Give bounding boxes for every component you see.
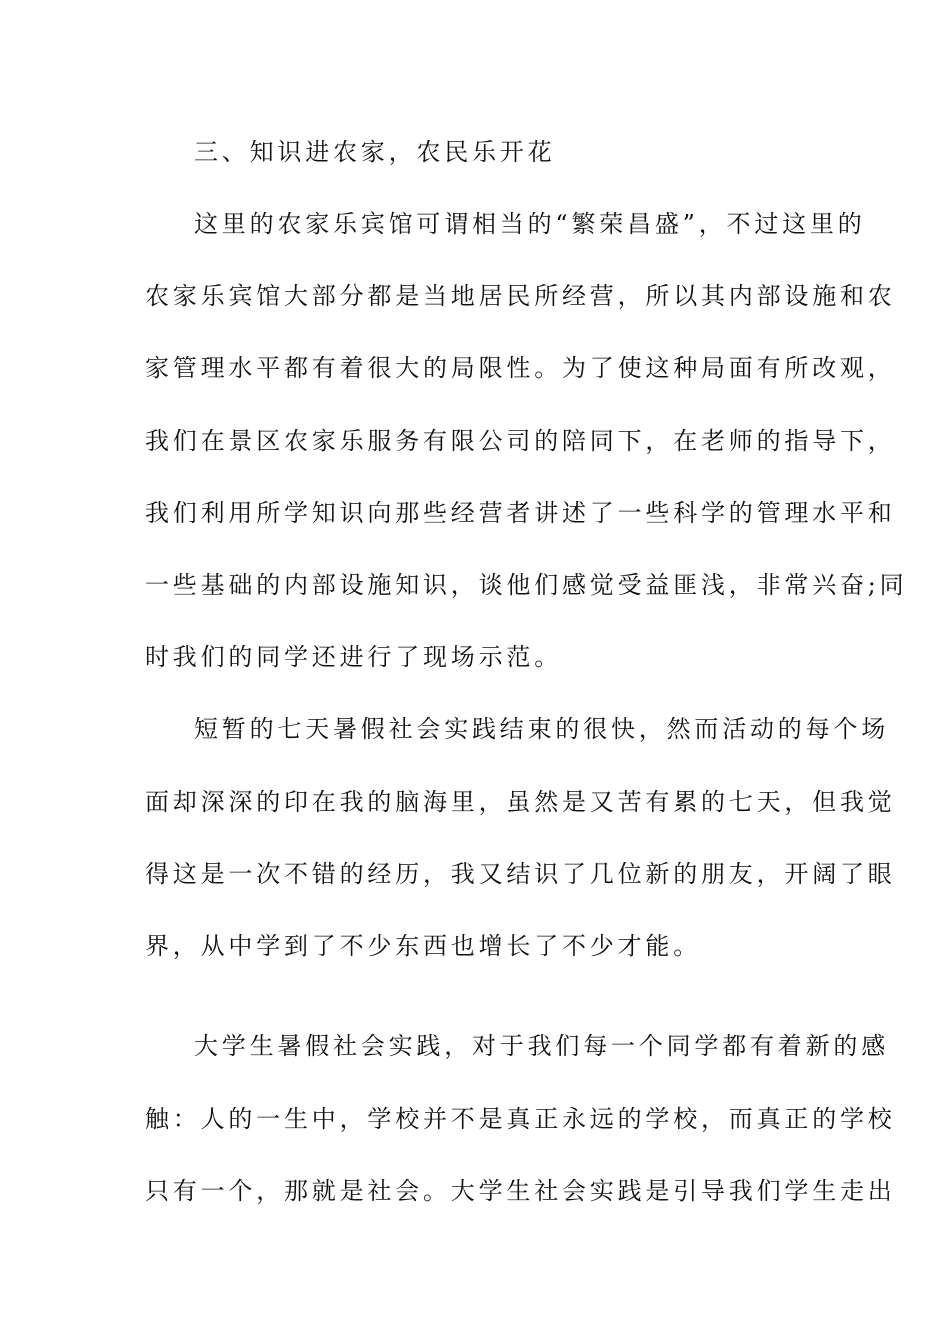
section-heading: 三、知识进农家，农民乐开花 <box>194 138 556 166</box>
paragraph-line: 短暂的七天暑假社会实践结束的很快，然而活动的每个场 <box>194 715 889 743</box>
paragraph-line: 我们利用所学知识向那些经营者讲述了一些科学的管理水平和 <box>145 499 896 527</box>
paragraph-line: 大学生暑假社会实践，对于我们每一个同学都有着新的感 <box>194 1032 889 1060</box>
paragraph-line: 家管理水平都有着很大的局限性。为了使这种局面有所改观， <box>145 354 896 382</box>
paragraph-line: 得这是一次不错的经历，我又结识了几位新的朋友，开阔了眼 <box>145 860 896 888</box>
paragraph-line: 一些基础的内部设施知识，谈他们感觉受益匪浅，非常兴奋;同 <box>145 571 908 599</box>
paragraph-line: 这里的农家乐宾馆可谓相当的“繁荣昌盛”，不过这里的 <box>194 210 866 238</box>
paragraph-line: 时我们的同学还进行了现场示范。 <box>145 643 562 671</box>
paragraph-line: 面却深深的印在我的脑海里，虽然是又苦有累的七天，但我觉 <box>145 788 896 816</box>
paragraph-line: 农家乐宾馆大部分都是当地居民所经营，所以其内部设施和农 <box>145 282 896 310</box>
paragraph-line: 只有一个，那就是社会。大学生社会实践是引导我们学生走出 <box>145 1177 896 1205</box>
paragraph-line: 界，从中学到了不少东西也增长了不少才能。 <box>145 932 701 960</box>
paragraph-line: 我们在景区农家乐服务有限公司的陪同下，在老师的指导下， <box>145 427 896 455</box>
paragraph-line: 触：人的一生中，学校并不是真正永远的学校，而真正的学校 <box>145 1105 896 1133</box>
